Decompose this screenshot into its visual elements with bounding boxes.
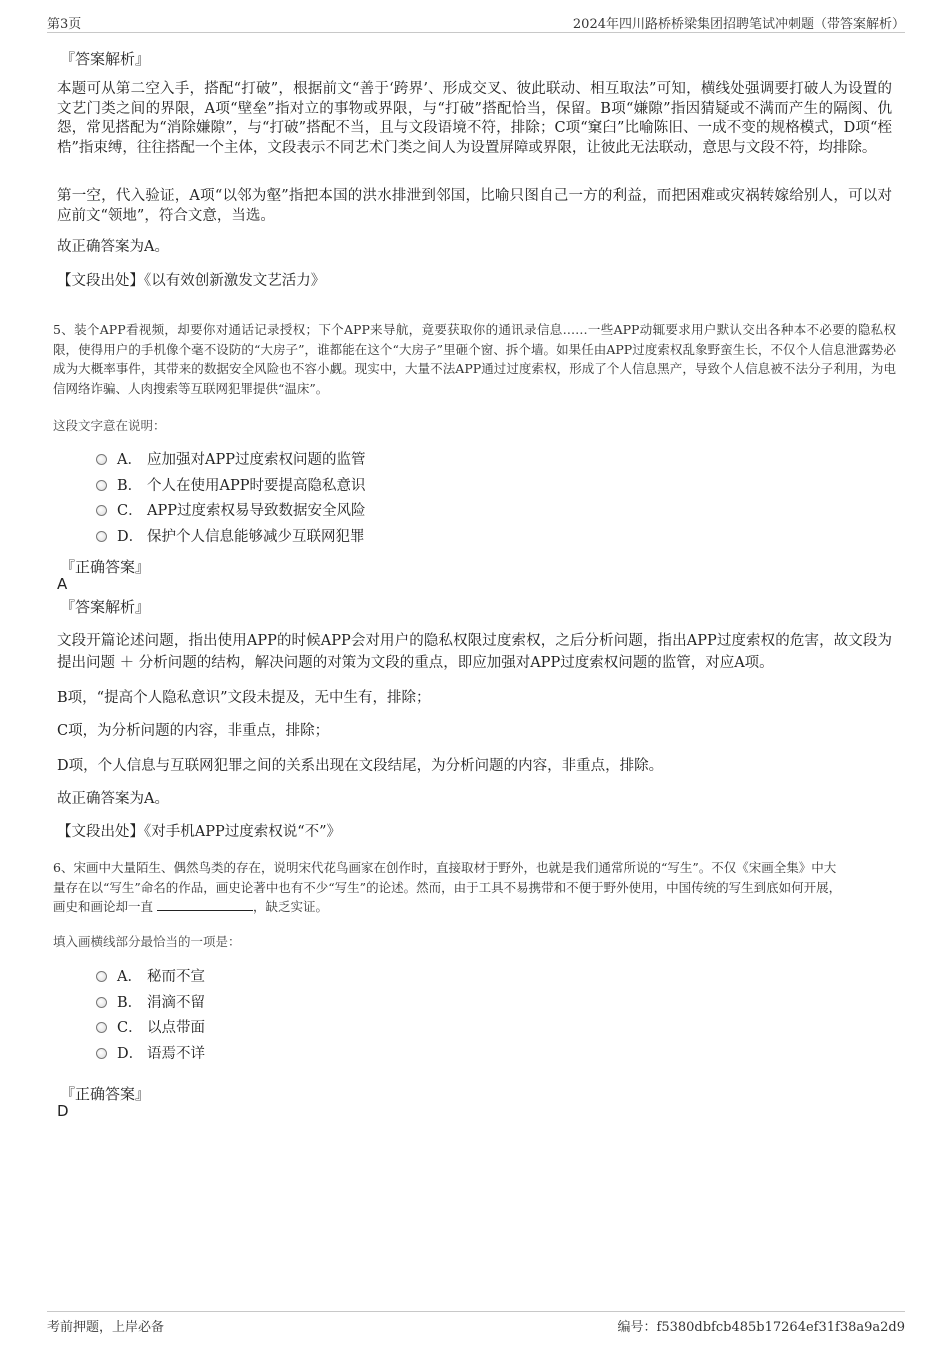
q5-analysis-label: 『答案解析』 <box>60 598 151 616</box>
q6-stem-line-2: 量存在以“写生”命名的作品，画史论著中也有不少“写生”的论述。然而，由于工具不易携带和不便于野外使用，中国传统的写生到底如何开展， <box>53 879 842 895</box>
q6-option-c[interactable]: C． 以点带面 <box>96 1017 205 1039</box>
q5-analysis-paragraph: 文段开篇论述问题，指出使用APP的时候APP会对用户的隐私权限过度索权，之后分析问题，指出APP过度索权的危害，故文段为提出问题 ＋ 分析问题的结构，解决问题的对策为文段的重点，即应加强对APP过度索权问题的监管，对应A项。 <box>57 633 892 671</box>
radio-icon[interactable] <box>96 531 107 542</box>
radio-icon[interactable] <box>96 1022 107 1033</box>
page-footer <box>47 1311 905 1336</box>
radio-icon[interactable] <box>96 480 107 491</box>
page-header <box>47 10 905 33</box>
q4-analysis-paragraph-1: 本题可从第二空入手，搭配“打破”，根据前文“善于‘跨界’、形成交叉、彼此联动、相互取法”可知，横线处强调要打破人为设置的文艺门类之间的界限，A项“壁垒”指对立的事物或界限，与“打破”搭配恰当，保留。B项“嫌隙”指因猜疑或不满而产生的隔阂、仇怨，常见搭配为“消除嫌隙”，与“打破”搭配不当，且与文段语境不符，排除；C项“窠臼”比喻陈旧、一成不变的规格模式，D项“桎梏”指束缚，往往搭配一个主体，文段表示不同艺术门类之间人为设置屏障或界限，让彼此无法联动，意思与文段不符，均排除。 <box>57 81 892 156</box>
q6-option-d[interactable]: D． 语焉不详 <box>96 1043 205 1065</box>
q5-stem: 5、装个APP看视频，却要你对通话记录授权；下个APP来导航，竟要获取你的通讯录信息……一些APP动辄要求用户默认交出各种本不必要的隐私权限，使得用户的手机像个毫不设防的“大房子”，谁都能在这个“大房子”里砸个窗、拆个墙。如果任由APP过度索权乱象野蛮生长，不仅个人信息泄露势必成为大概率事件，其带来的数据安全风险也不容小觑。现实中，大量不法APP通过过度索权，形成了个人信息黑产，导致个人信息被不法分子利用，为电信网络诈骗、人肉搜索等互联网犯罪提供“温床”。 <box>53 322 896 396</box>
document-title: 2024年四川路桥桥梁集团招聘笔试冲刺题（带答案解析） <box>572 17 905 32</box>
footer-slogan: 考前押题，上岸必备 <box>47 1320 165 1335</box>
q6-option-b[interactable]: B． 涓滴不留 <box>96 992 205 1014</box>
q4-source: 【文段出处】《以有效创新激发文艺活力》 <box>57 273 326 289</box>
radio-icon[interactable] <box>96 454 107 465</box>
q6-stem-line-1: 6、宋画中大量陌生、偶然鸟类的存在，说明宋代花鸟画家在创作时，直接取材于野外，也就是我们通常所说的“写生”。不仅《宋画全集》中大 <box>53 860 837 875</box>
document-id: 编号：f5380dbfcb485b17264ef31f38a9a2d9 <box>617 1320 905 1335</box>
q5-answer-label: 『正确答案』 <box>60 558 151 576</box>
radio-icon[interactable] <box>96 997 107 1008</box>
q6-question: 填入画横线部分最恰当的一项是： <box>53 934 241 949</box>
q5-question: 这段文字意在说明： <box>53 418 166 433</box>
q5-option-b[interactable]: B． 个人在使用APP时要提高隐私意识 <box>96 475 365 497</box>
q6-answer-label: 『正确答案』 <box>60 1085 151 1103</box>
radio-icon[interactable] <box>96 971 107 982</box>
q4-analysis-label: 『答案解析』 <box>60 50 151 68</box>
q5-option-a[interactable]: A． 应加强对APP过度索权问题的监管 <box>96 449 365 471</box>
q5-source: 【文段出处】《对手机APP过度索权说“不”》 <box>57 824 342 840</box>
q6-stem-line-3: 画史和画论却一直 ，缺乏实证。 <box>53 899 329 914</box>
q6-stem <box>53 858 896 917</box>
q6-answer: D <box>57 1102 69 1120</box>
page-number: 第3页 <box>47 17 82 32</box>
q5-analysis-d: D项，个人信息与互联网犯罪之间的关系出现在文段结尾，为分析问题的内容，非重点，排除。 <box>57 758 664 774</box>
q5-option-d[interactable]: D． 保护个人信息能够减少互联网犯罪 <box>96 526 365 548</box>
q5-conclusion: 故正确答案为A。 <box>57 791 169 807</box>
q5-analysis-b: B项，“提高个人隐私意识”文段未提及，无中生有，排除； <box>57 690 431 706</box>
q5-option-c[interactable]: C． APP过度索权易导致数据安全风险 <box>96 500 365 522</box>
q4-conclusion: 故正确答案为A。 <box>57 239 169 255</box>
q6-option-a[interactable]: A． 秘而不宣 <box>96 966 205 988</box>
q5-answer: A <box>57 575 68 593</box>
radio-icon[interactable] <box>96 1048 107 1059</box>
radio-icon[interactable] <box>96 505 107 516</box>
fill-blank <box>157 898 253 911</box>
q4-analysis-paragraph-2: 第一空，代入验证，A项“以邻为壑”指把本国的洪水排泄到邻国，比喻只图自己一方的利益，而把困难或灾祸转嫁给别人，可以对应前文“领地”，符合文意，当选。 <box>57 188 892 224</box>
q5-analysis-c: C项，为分析问题的内容，非重点，排除； <box>57 723 330 739</box>
